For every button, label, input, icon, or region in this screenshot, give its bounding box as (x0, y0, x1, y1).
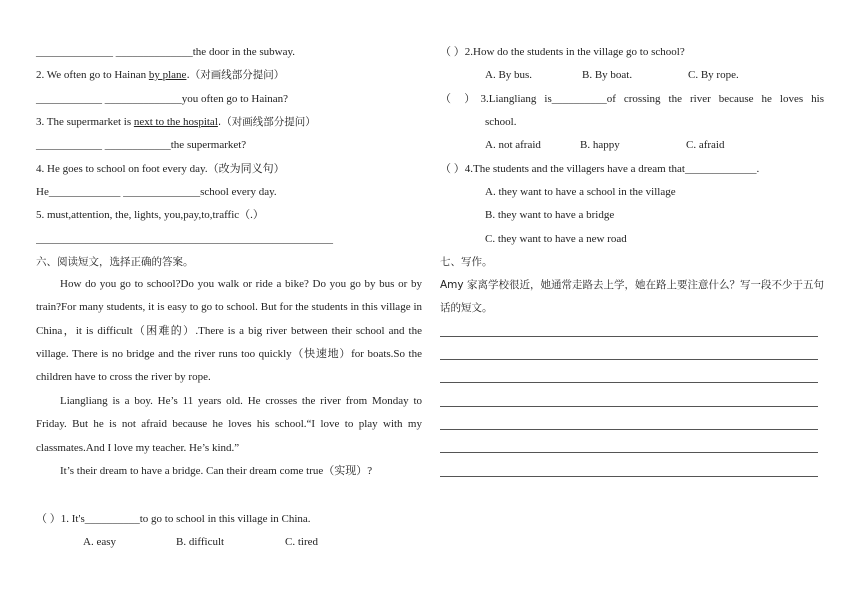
question-6-3-cont: school. (485, 116, 517, 128)
question-6-3: （ ）3.Liangliang is__________of crossing the river because he loves his (440, 93, 824, 105)
q6-2-option-c: C. By rope. (688, 69, 739, 81)
question-3-prefix: 3. The supermarket is (36, 116, 134, 128)
passage-paragraph-2: Liangliang is a boy. He’s 11 years old. He crosses the river from Monday to Friday. But he is not afraid because he loves his school.“I love to play with my classmates.And I love my teacher. He’s kind.” (36, 395, 422, 454)
writing-line (440, 359, 818, 360)
q6-2-option-b: B. By boat. (582, 69, 633, 81)
q6-2-option-a: A. By bus. (485, 69, 533, 81)
writing-line (440, 336, 818, 337)
answer-line-4: He_____________ ______________school every day. (36, 186, 277, 198)
passage-paragraph-3: It’s their dream to have a bridge. Can their dream come true（实现）? (60, 465, 373, 477)
question-6-2: （ ）2.How do the students in the village go to school? (440, 46, 685, 58)
q6-4-option-a: A. they want to have a school in the village (485, 186, 676, 198)
section-7-heading: 七、写作。 (440, 256, 493, 268)
answer-line-1: ______________ ______________the door in the subway. (36, 46, 295, 58)
question-4: 4. He goes to school on foot every day.（改为同义句） (36, 163, 285, 175)
writing-line (440, 452, 818, 453)
question-6-1: （ ）1. It's__________to go to school in this village in China. (36, 513, 311, 525)
q6-4-option-c: C. they want to have a new road (485, 233, 627, 245)
question-6-4: （ ）4.The students and the villagers have a dream that_____________. (440, 163, 760, 175)
section-6-heading: 六、阅读短文，选择正确的答案。 (36, 256, 194, 268)
q6-1-option-a: A. easy (83, 536, 116, 548)
writing-line (440, 429, 818, 430)
writing-prompt: Amy 家离学校很近，她通常走路去上学，她在路上要注意什么？写一段不少于五句话的短文。 (440, 279, 824, 314)
question-3-underlined: next to the hospital (133, 116, 218, 128)
passage-paragraph-1: How do you go to school?Do you walk or ride a bike? Do you go by bus or by train?For many students, it is easy to go to school. But for the students in this village in China，it is difficult（困难的）.There is a big river between their school and the village. There is no bridge and the river runs too quickly（快速地）for boats.So the children have to cross the river by rope. (36, 278, 422, 384)
writing-line (440, 406, 818, 407)
q6-1-option-b: B. difficult (176, 536, 225, 548)
q6-1-option-c: C. tired (285, 536, 318, 548)
writing-line (440, 382, 818, 383)
answer-line-3: ____________ ____________the supermarket? (36, 139, 247, 151)
question-2-suffix: .（对画线部分提问） (186, 69, 285, 81)
q6-3-option-c: C. afraid (686, 139, 725, 151)
q6-3-option-b: B. happy (580, 139, 620, 151)
answer-line-2: ____________ ______________you often go to Hainan? (36, 93, 289, 105)
question-3 (36, 115, 316, 129)
answer-line-5: ______________________________________________________ (36, 233, 333, 245)
question-2 (36, 68, 284, 82)
question-5: 5. must,attention, the, lights, you,pay,to,traffic（.） (36, 209, 264, 221)
question-2-prefix: 2. We often go to Hainan (36, 69, 149, 81)
writing-line (440, 476, 818, 477)
question-3-suffix: .（对画线部分提问） (217, 116, 316, 128)
question-2-underlined: by plane (148, 69, 187, 81)
q6-4-option-b: B. they want to have a bridge (485, 209, 615, 221)
q6-3-option-a: A. not afraid (485, 139, 541, 151)
